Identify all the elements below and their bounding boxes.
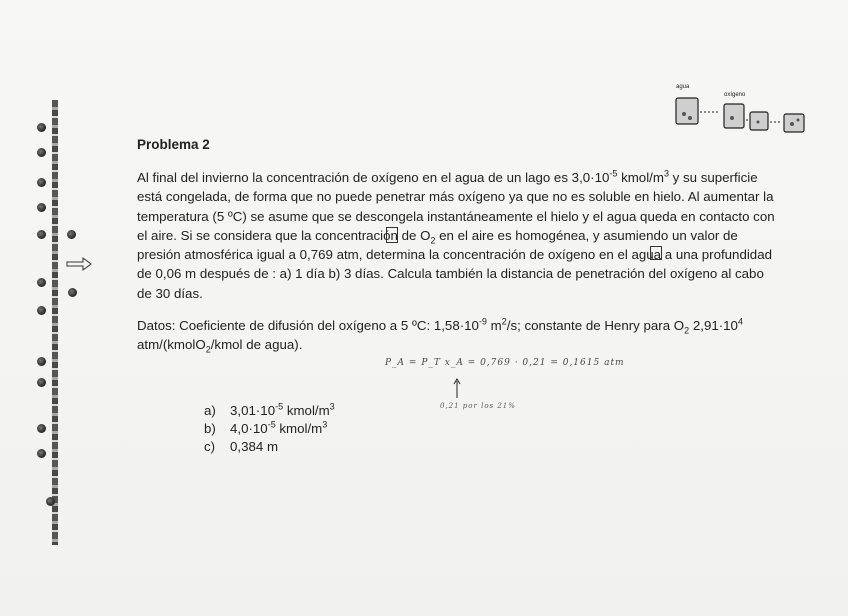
statement-text: kmol/m <box>617 170 664 185</box>
answer-unit: kmol/m <box>275 421 323 436</box>
binder-hole <box>37 378 46 387</box>
binder-hole <box>37 203 46 212</box>
binder-hole <box>37 230 46 239</box>
binder-hole <box>37 148 46 157</box>
answer-label: c) <box>204 439 216 454</box>
binder-hole <box>37 424 46 433</box>
data-text: /s; constante de Henry para O <box>506 318 685 333</box>
data-subscript: 2 <box>205 344 211 355</box>
answers-list <box>204 402 335 456</box>
statement-text: y su superficie está congelada, de forma que no puede penetrar más oxígeno ya que no es soluble en hielo. Al aumentar la temperatura (5 ºC) se asume que se descongela instantáneamente el hielo y el agua queda en contacto con el aire. Si se considera que la concentración de O <box>137 170 775 243</box>
binder-hole <box>37 357 46 366</box>
beakers-illustration-icon <box>672 78 812 138</box>
data-text: m <box>486 318 502 333</box>
binder-hole <box>46 497 55 506</box>
handwritten-calculation: P_A = P_T x_A = 0,769 · 0,21 = 0,1615 atm <box>385 358 625 368</box>
data-text: 2,91·10 <box>689 318 738 333</box>
arrow-right-icon <box>66 257 92 271</box>
answer-unit: kmol/m <box>283 403 330 418</box>
data-text: /kmol de agua). <box>210 337 303 353</box>
answer-unit-exponent: 3 <box>322 419 328 430</box>
answer-value: 3,01·10 <box>230 403 276 418</box>
answer-item <box>204 402 335 420</box>
answer-label: a) <box>204 403 216 418</box>
arrow-up-icon <box>453 378 461 398</box>
answer-exponent: -5 <box>267 419 276 430</box>
binder-hole <box>37 123 46 132</box>
binder-hole <box>37 306 46 315</box>
handwritten-note: 0,21 por los 21% <box>440 402 516 410</box>
answer-exponent: -5 <box>275 401 284 412</box>
problem-title: Problema 2 <box>137 137 210 152</box>
statement-text: Al final del invierno la concentración de oxígeno en el agua de un lago es 3,0·10 <box>137 170 610 185</box>
binder-hole <box>37 449 46 458</box>
statement-superscript: -5 <box>609 168 618 179</box>
data-section <box>137 316 777 355</box>
binder-hole <box>68 288 77 297</box>
answer-item <box>204 420 335 438</box>
data-text: Datos: Coeficiente de difusión del oxígeno a 5 ºC: 1,58·10 <box>137 318 479 333</box>
statement-text: en el aire es homogénea, y asumiendo un valor de presión atmosférica igual a 0,769 atm, determina la concentración de oxígeno en el agua a una profundidad de 0,06 m después de : a) 1 día b) 3 días. Calcula también la distancia de penetración del oxígeno al cabo de 30 días. <box>137 227 772 301</box>
data-superscript: 2 <box>501 316 507 327</box>
statement-subscript: 2 <box>430 235 436 246</box>
data-superscript: -9 <box>478 316 487 327</box>
illustration-label: oxígeno <box>724 92 746 98</box>
problem-statement <box>137 168 777 303</box>
binder-strip <box>52 100 58 545</box>
data-text: atm/(kmolO <box>137 337 206 353</box>
binder-hole <box>37 178 46 187</box>
binder-hole <box>67 230 76 239</box>
data-superscript: 4 <box>737 316 743 327</box>
statement-superscript: 3 <box>663 168 669 179</box>
answer-label: b) <box>204 421 216 436</box>
answer-value: 4,0·10 <box>230 421 268 436</box>
illustration-label: agua <box>676 84 690 90</box>
data-subscript: 2 <box>684 325 690 336</box>
answer-unit-exponent: 3 <box>329 401 335 412</box>
binder-hole <box>37 278 46 287</box>
answer-item <box>204 438 335 456</box>
answer-value: 0,384 m <box>230 439 279 454</box>
